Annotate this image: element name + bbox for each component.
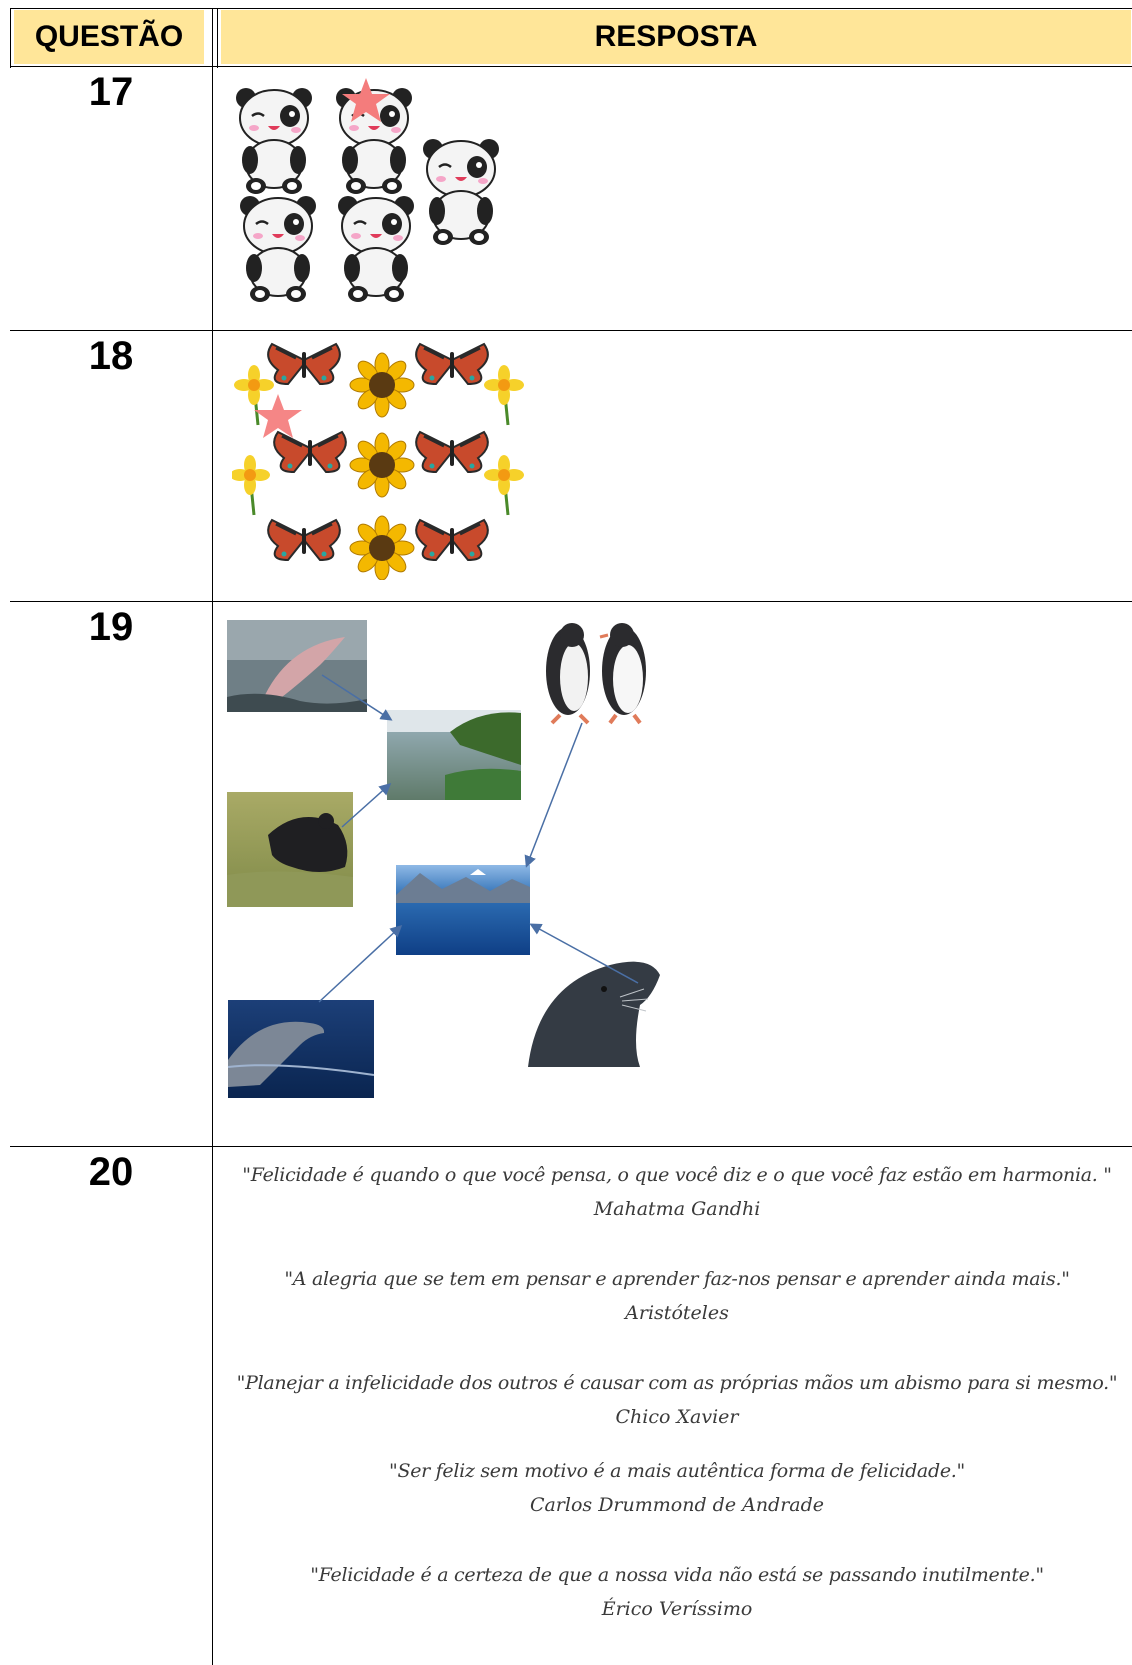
panda-icon [240,196,316,302]
butterfly-icon [268,520,340,560]
daffodil-icon [484,365,524,425]
quote-author: Chico Xavier [615,1406,739,1428]
quote-item [222,1366,1132,1434]
header-bottom-border [10,66,1132,67]
table-left-border [10,8,11,68]
butterfly-icon [274,432,346,472]
quote-text: "Ser feliz sem motivo é a mais autêntica forma de felicidade." [389,1460,965,1482]
quote-item [222,1158,1132,1226]
column-divider-outer [212,8,213,1665]
quote-author: Aristóteles [625,1302,729,1324]
quote-author: Érico Veríssimo [601,1598,753,1620]
butterflies-flowers-illustration [232,340,532,580]
quote-text: "Felicidade é quando o que você pensa, o que você diz e o que você faz estão em harmonia. " [242,1164,1112,1186]
column-divider-inner [217,8,218,68]
row-border-17 [10,330,1132,331]
butterfly-icon [416,344,488,384]
question-number-18: 18 [88,334,134,378]
quote-author: Carlos Drummond de Andrade [529,1494,825,1516]
butterfly-icon [268,344,340,384]
butterfly-icon [416,432,488,472]
ocean-habitat-photo [396,865,530,955]
penguins-photo [546,623,646,723]
pandas-illustration [230,78,530,308]
header-question: QUESTÃO [14,10,204,64]
row-border-19 [10,1146,1132,1147]
row-border-18 [10,601,1132,602]
pink-dolphin-photo [227,620,367,712]
quote-text: "Planejar a infelicidade dos outros é causar com as próprias mãos um abismo para si mesmo." [236,1372,1118,1394]
tapir-photo [227,792,353,907]
dolphin-photo [228,1000,374,1098]
quote-item [222,1454,1132,1522]
river-habitat-photo [387,710,521,800]
sunflower-icon [350,353,414,417]
panda-icon [338,196,414,302]
quote-item [222,1558,1132,1626]
sea-lion-photo [528,962,660,1067]
quote-item [222,1262,1132,1330]
question-number-20: 20 [88,1150,134,1194]
arrow-penguins-to-ocean [527,723,582,865]
table-top-border [10,8,1132,9]
question-number-17: 17 [88,70,134,114]
arrow-dolphin-to-ocean [319,927,400,1002]
arrow-sea-lion-to-ocean [532,925,638,983]
animals-habitats-diagram [220,605,740,1125]
quote-author: Mahatma Gandhi [593,1198,761,1220]
daffodil-icon [232,455,270,515]
butterfly-icon [416,520,488,560]
panda-icon [423,139,499,245]
panda-icon [236,88,312,194]
header-answer: RESPOSTA [221,10,1131,64]
daffodil-icon [484,455,524,515]
sunflower-icon [350,516,414,580]
quote-text: "Felicidade é a certeza de que a nossa vida não está se passando inutilmente." [310,1564,1044,1586]
sunflower-icon [350,433,414,497]
quote-text: "A alegria que se tem em pensar e aprender faz-nos pensar e aprender ainda mais." [284,1268,1070,1290]
question-number-19: 19 [88,605,134,649]
quotes-list [222,1158,1132,1652]
